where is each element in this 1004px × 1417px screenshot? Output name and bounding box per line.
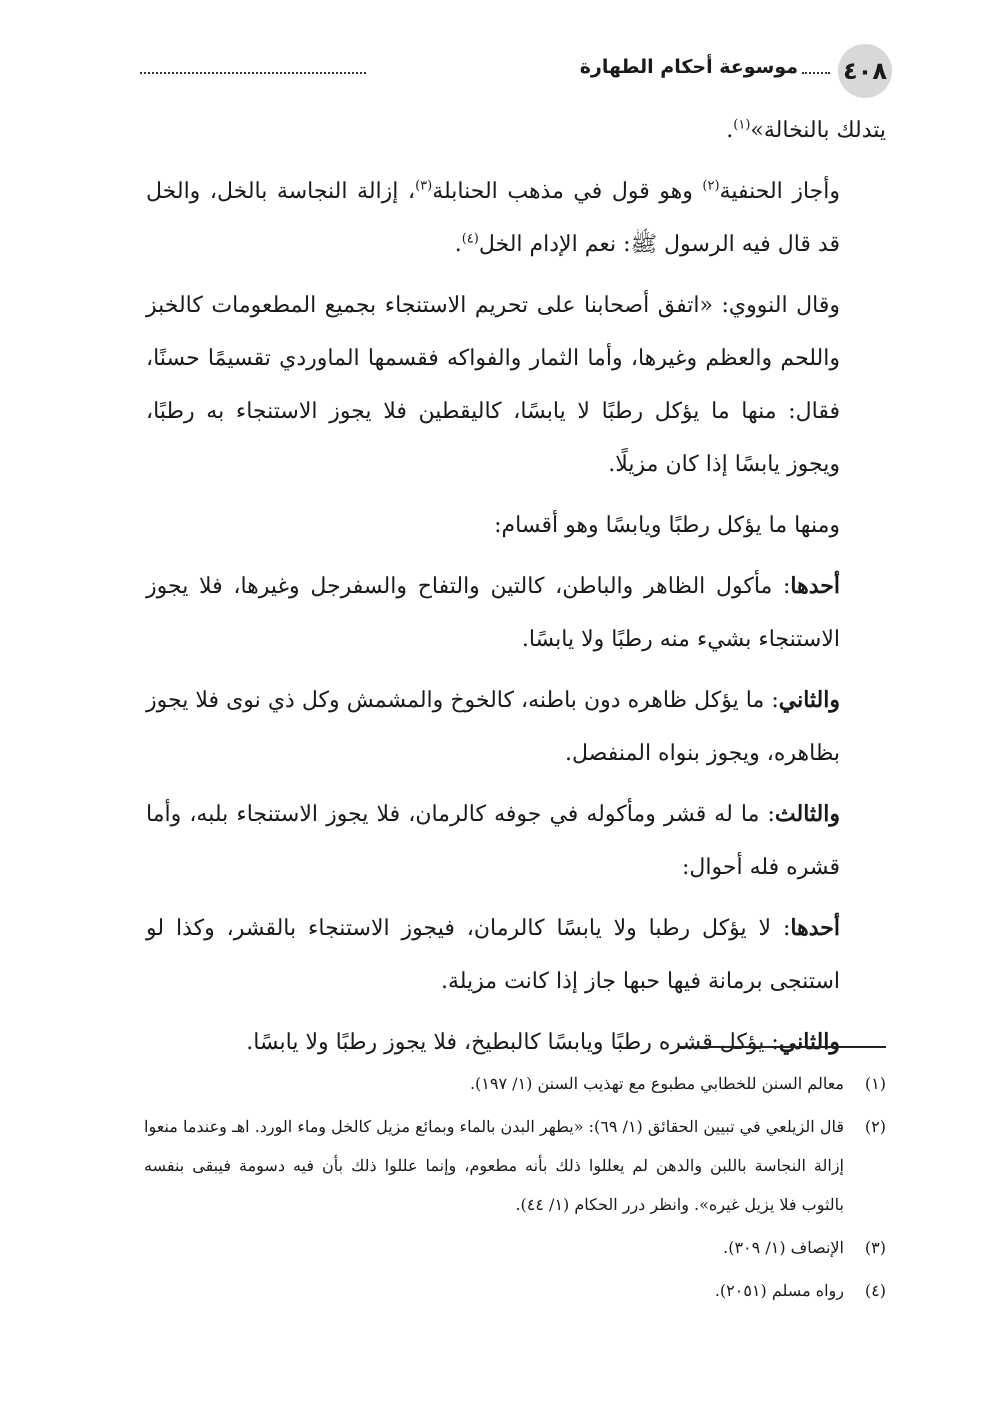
paragraph-text: وأجاز الحنفية <box>719 179 841 204</box>
footnote-text: الإنصاف (١/ ٣٠٩). <box>723 1238 844 1257</box>
footnote-text: قال الزيلعي في تبيين الحقائق (١/ ٦٩): «يطهر البدن بالماء وبمائع مزيل كالخل وماء الورد. اهـ وعندما منعوا إزالة النجاسة باللبن والدهن لم يعللوا ذلك بأنه مطعوم، وإنما عللوا ذلك بأن فيه دسومة فيبقى بنفسه بالثوب فلا يزيل غيره». وانظر درر الحكام (١/ ٤٤). <box>144 1117 844 1214</box>
paragraph-text: : ما يؤكل ظاهره دون باطنه، كالخوخ والمشمش وكل ذي نوى فلا يجوز بظاهره، ويجوز بنواه المنفصل. <box>146 688 840 766</box>
paragraph-text: : يؤكل قشره رطبًا ويابسًا كالبطيخ، فلا يجوز رطبًا ولا يابسًا. <box>246 1030 779 1055</box>
footnote-item <box>144 1271 886 1310</box>
paragraph-text: ومنها ما يؤكل رطبًا ويابسًا وهو أقسام: <box>494 513 840 538</box>
paragraph-6 <box>146 674 886 780</box>
footnote-text: معالم السنن للخطابي مطبوع مع تهذيب السنن (١/ ١٩٧). <box>469 1074 844 1093</box>
footnote-text: رواه مسلم (٢٠٥١). <box>714 1281 844 1300</box>
footnote-item <box>144 1107 886 1224</box>
footnote-item <box>144 1228 886 1267</box>
item-label: أحدها <box>790 573 840 599</box>
footnote-separator <box>680 1046 886 1048</box>
paragraph-text: وقال النووي: «اتفق أصحابنا على تحريم الاستنجاء بجميع المطعومات كالخبز واللحم والعظم وغيرها، وأما الثمار والفواكه فقسمها الماوردي تقسيمًا حسنًا، فقال: منها ما يؤكل رطبًا لا يابسًا، كاليقطين فلا يجوز الاستنجاء به رطبًا، ويجوز يابسًا إذا كان مزيلًا. <box>146 293 840 477</box>
page-number: ٤٠٨ <box>838 44 892 98</box>
paragraph-text: ، إزالة النجاسة بالخل، والخل قد قال فيه الرسول ﷺ: نعم الإدام الخل <box>146 179 840 257</box>
paragraph-text: . <box>454 232 462 257</box>
footnote-item <box>144 1064 886 1103</box>
paragraph-text: : ما له قشر ومأكوله في جوفه كالرمان، فلا يجوز الاستنجاء بلبه، وأما قشره فله أحوال: <box>146 802 840 880</box>
paragraph-8 <box>146 902 886 1008</box>
main-text <box>146 104 886 1077</box>
item-label: والثالث <box>774 801 840 827</box>
footnote-number: (٢) <box>864 1117 886 1136</box>
item-label: أحدها <box>790 915 840 941</box>
paragraph-text: . <box>726 118 734 143</box>
paragraph-text: وهو قول في مذهب الحنابلة <box>432 179 703 204</box>
paragraph-9 <box>146 1016 886 1069</box>
footnote-ref: (١) <box>733 117 751 133</box>
footnote-ref: (٤) <box>461 231 479 247</box>
footnote-number: (١) <box>864 1074 886 1093</box>
header-dotted-rule-left <box>140 72 366 74</box>
footnote-number: (٣) <box>864 1238 886 1257</box>
paragraph-text: : لا يؤكل رطبا ولا يابسًا كالرمان، فيجوز الاستنجاء بالقشر، وكذا لو استنجى برمانة فيها حبها جاز إذا كانت مزيلة. <box>146 916 840 994</box>
paragraph-text: : مأكول الظاهر والباطن، كالتين والتفاح والسفرجل وغيرها، فلا يجوز الاستنجاء بشيء منه رطبًا ولا يابسًا. <box>146 574 840 652</box>
footnote-ref: (٢) <box>702 178 720 194</box>
footnote-number: (٤) <box>864 1281 886 1300</box>
item-label: والثاني <box>778 687 840 713</box>
item-label: والثاني <box>778 1029 840 1055</box>
paragraph-4 <box>146 499 886 552</box>
paragraph-1 <box>146 104 886 157</box>
header-dotted-rule-right <box>802 72 830 74</box>
paragraph-5 <box>146 560 886 666</box>
paragraph-7 <box>146 788 886 894</box>
paragraph-text: يتدلك بالنخالة» <box>750 118 886 143</box>
page-header <box>140 42 892 100</box>
paragraph-3 <box>146 279 886 491</box>
paragraph-2 <box>146 165 886 271</box>
footnotes <box>144 1064 886 1314</box>
footnote-ref: (٣) <box>415 178 433 194</box>
book-title: موسوعة أحكام الطهارة <box>579 56 798 78</box>
